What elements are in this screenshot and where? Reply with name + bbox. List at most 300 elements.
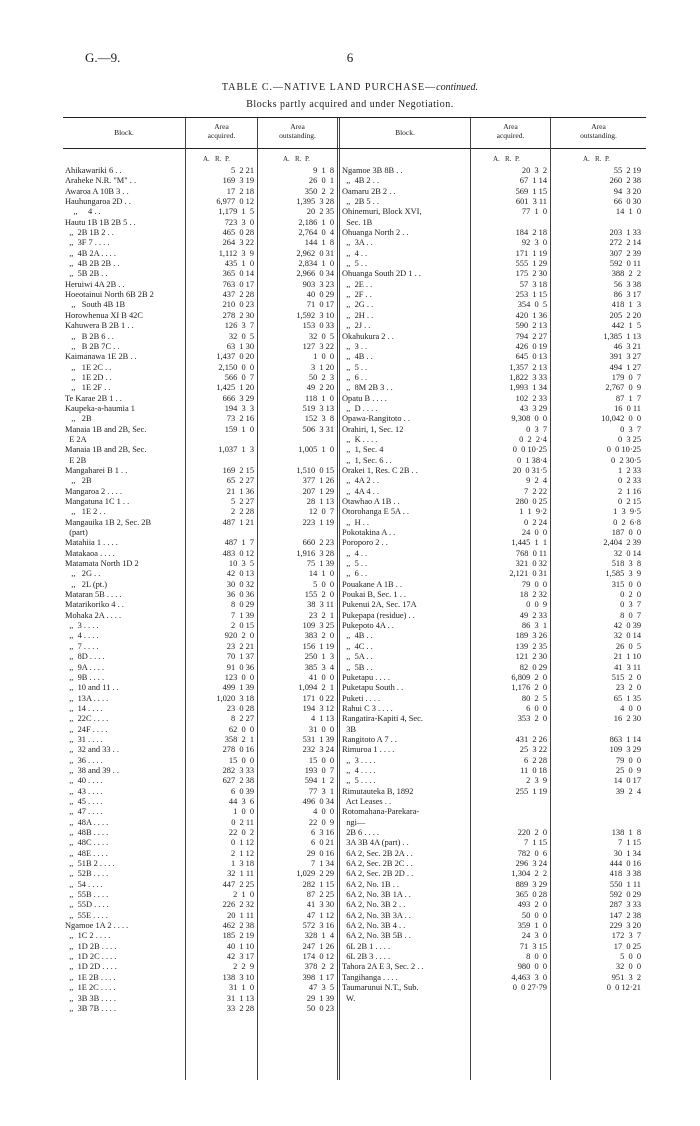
right-area-acquired-cell: 43 3 29: [519, 403, 547, 413]
left-area-acquired-cell: 31 1 13: [226, 993, 254, 1003]
right-area-outstanding-cell: 10,042 0 0: [601, 414, 641, 424]
right-area-outstanding-cell: 42 0 39: [613, 621, 641, 631]
right-block-names-cell: ,, 3 . .: [342, 341, 368, 351]
right-area-acquired-cell: 420 1 36: [515, 310, 547, 320]
right-area-outstanding-cell: 14 1 0: [615, 207, 641, 217]
left-block-names-cell: ,, 10 and 11 . .: [65, 683, 119, 693]
left-area-outstanding-cell: 4 1 13: [310, 714, 334, 724]
right-area-outstanding-cell: [551, 725, 641, 735]
left-area-acquired-cell: 278 0 16: [222, 745, 254, 755]
left-block-names: [65, 166, 185, 1014]
right-area-acquired-cell: 493 2 0: [517, 900, 547, 910]
left-block-names-cell: ,, 4 . .: [65, 207, 101, 217]
right-block-names-cell: ,, 4B . .: [342, 631, 373, 641]
right-block-names-cell: ,, 2J . .: [342, 321, 371, 331]
left-area-outstanding-cell: 223 1 19: [302, 517, 334, 527]
right-area-outstanding-cell: 56 3 38: [613, 279, 641, 289]
left-block-names-cell: E 2A: [65, 434, 87, 444]
left-area-acquired-cell: 32 0 5: [228, 331, 254, 341]
left-area-outstanding-cell: 4 0 0: [313, 807, 334, 817]
right-area-outstanding-cell: 41 3 11: [614, 662, 641, 672]
right-area-outstanding-cell: 1,385 1 13: [603, 331, 641, 341]
right-block-names-cell: ,, 8M 2B 3 . .: [342, 383, 393, 393]
left-area-outstanding-cell: 47 1 12: [306, 910, 334, 920]
left-area-acquired-cell: 1,179 1 5: [218, 207, 254, 217]
right-block-names-cell: Tahora 2A E 3, Sec. 2 . .: [342, 962, 424, 972]
right-block-names-cell: Pukepoto 4A . .: [342, 621, 394, 631]
right-area-outstanding-cell: 203 1 33: [609, 228, 641, 238]
right-area-outstanding-cell: [551, 818, 641, 828]
left-area-acquired-cell: 23 0 28: [226, 703, 254, 713]
right-area-acquired-cell: 321 0 32: [515, 559, 547, 569]
right-area-acquired-cell: 782 0 6: [517, 848, 547, 858]
left-area-acquired-cell: 2 2 28: [230, 507, 254, 517]
left-block-names-cell: ,, 1E 2B . . . .: [65, 972, 116, 982]
right-area-outstanding-cell: [551, 218, 641, 228]
right-block-names-cell: Poukai B, Sec. 1 . .: [342, 590, 406, 600]
left-area-acquired-cell: 358 2 1: [224, 734, 254, 744]
right-area-outstanding-cell: 272 2 14: [609, 238, 641, 248]
left-area-outstanding-cell: 496 0 34: [302, 796, 334, 806]
right-area-outstanding-cell: 0 2 6·8: [613, 517, 641, 527]
block-column-header: Block.: [114, 128, 134, 137]
left-area-acquired-cell: 1 3 18: [230, 859, 254, 869]
left-area-outstanding-cell: 144 1 8: [304, 238, 334, 248]
left-area-outstanding-cell: 1,005 1 0: [298, 445, 334, 455]
right-block-names-cell: 6A 2, No. 3B 1A . .: [342, 890, 411, 900]
right-area-acquired-cell: 2 3 9: [526, 776, 547, 786]
left-area-acquired-cell: 1,112 3 9: [218, 248, 254, 258]
right-area-outstanding-cell: 25 0 9: [615, 765, 641, 775]
right-block-names-cell: ,, 5B . .: [342, 662, 373, 672]
right-block-names-cell: 3B: [342, 724, 356, 734]
right-block-names-cell: Rimutauteka B, 1892: [342, 786, 414, 796]
left-block-names-cell: ,, 3B 7B . . . .: [65, 1003, 116, 1013]
left-area-acquired-cell: 17 2 18: [226, 186, 254, 196]
right-area-outstanding-cell: [551, 994, 641, 1004]
left-block-names-cell: ,, 1D 2D . . . .: [65, 962, 117, 972]
right-block-names-cell: Puketapu . . . .: [342, 672, 390, 682]
left-area-acquired-cell: 487 1 7: [224, 538, 254, 548]
right-block-names-cell: ,, 4C . .: [342, 641, 373, 651]
left-area-acquired-cell: 278 2 30: [222, 310, 254, 320]
left-area-acquired-cell: 8 0 29: [230, 600, 254, 610]
left-area-outstanding-cell: 2,962 0 31: [296, 248, 334, 258]
right-area-acquired-cell: 1,304 2 2: [511, 869, 547, 879]
left-area-acquired-cell: 73 2 16: [226, 414, 254, 424]
left-area-outstanding-cell: [258, 528, 334, 538]
right-area-outstanding-cell: 21 1 10: [613, 652, 641, 662]
left-area-acquired-cell: 627 2 38: [222, 776, 254, 786]
left-block-names-cell: ,, 1C 2 . . . .: [65, 931, 111, 941]
left-block-names-cell: ,, 13A . . . .: [65, 693, 109, 703]
right-area-outstanding-cell: 4 0 0: [620, 703, 641, 713]
left-block-names-cell: E 2B: [65, 455, 87, 465]
right-area-outstanding-cell: 30 1 34: [613, 848, 641, 858]
left-area-outstanding-cell: 1,094 2 1: [298, 683, 334, 693]
right-area-acquired: [471, 166, 547, 1004]
left-area-outstanding-cell: 5 0 0: [313, 579, 334, 589]
left-area-acquired-cell: 33 2 28: [226, 1003, 254, 1013]
right-area-acquired-cell: 645 0 13: [515, 352, 547, 362]
left-block-names-cell: ,, 2B 1B 2 . .: [65, 228, 114, 238]
right-area-acquired-cell: [471, 218, 547, 228]
right-block-names-cell: ,, 4 . .: [342, 548, 368, 558]
right-block-names-cell: Taumarunui N.T., Sub.: [342, 983, 419, 993]
left-area-outstanding-cell: 50 0 23: [306, 1003, 334, 1013]
right-area-acquired-cell: 11 0 18: [520, 765, 547, 775]
left-area-outstanding-cell: 2,834 1 0: [298, 259, 334, 269]
left-area-outstanding-cell: 282 1 15: [302, 879, 334, 889]
left-area-acquired-cell: 666 3 29: [222, 393, 254, 403]
right-area-acquired-cell: 184 2 18: [515, 228, 547, 238]
right-block-names-cell: Orakei 1, Res. C 2B . .: [342, 465, 418, 475]
left-area-outstanding-cell: 174 0 12: [302, 952, 334, 962]
left-area-outstanding-cell: 232 3 24: [302, 745, 334, 755]
left-area-outstanding-cell: 41 0 0: [308, 672, 334, 682]
right-area-outstanding-cell: 260 2 38: [609, 176, 641, 186]
right-area-acquired-cell: 555 1 29: [515, 259, 547, 269]
left-block-names-cell: (part): [65, 528, 88, 538]
right-area-outstanding-cell: 863 1 14: [609, 734, 641, 744]
left-area-outstanding-cell: 15 0 0: [308, 755, 334, 765]
left-block-names-cell: Awaroa A 10B 3 . .: [65, 186, 129, 196]
left-block-names-cell: Mataran 5B . . . .: [65, 590, 122, 600]
right-area-acquired-cell: 71 3 15: [519, 941, 547, 951]
acquired-column-header: Area acquired.: [496, 122, 525, 140]
right-area-acquired-cell: 1,445 1 1: [511, 538, 547, 548]
left-area-acquired-cell: 264 3 22: [222, 238, 254, 248]
left-block-names-cell: ,, 1E 2 . .: [65, 507, 106, 517]
right-block-names-cell: Otawhao A 1B . .: [342, 497, 400, 506]
right-block-names-cell: 6A 2, No. 3B 3A . .: [342, 910, 411, 920]
right-block-names-cell: Ngamoe 3B 8B . .: [342, 166, 403, 175]
right-area-acquired-cell: 7 1 15: [523, 838, 547, 848]
right-area-outstanding-cell: 0 0 10·25: [606, 445, 641, 455]
right-area-acquired-cell: 82 0 29: [519, 662, 547, 672]
left-area-acquired: [186, 166, 254, 1014]
left-area-acquired-cell: 0 1 12: [230, 838, 254, 848]
left-area-acquired-cell: 21 1 36: [226, 486, 254, 496]
right-area-outstanding-cell: 315 0 0: [611, 579, 641, 589]
document-code: G.—9.: [85, 50, 121, 65]
right-block-names-cell: ,, 5 . . . .: [342, 776, 376, 786]
left-block-names-cell: Ahikawariki 6 . .: [65, 166, 122, 175]
right-area-outstanding-cell: 444 0 16: [609, 859, 641, 869]
right-area-outstanding-cell: 17 0 25: [613, 941, 641, 951]
right-area-outstanding-cell: 592 0 11: [609, 259, 641, 269]
left-block-names-cell: ,, 3B 3B . . . .: [65, 993, 116, 1003]
left-area-outstanding-cell: 77 3 1: [308, 786, 334, 796]
right-block-names-cell: Rangitoto A 7 . .: [342, 734, 397, 744]
right-area-outstanding-cell: 0 3 25: [617, 434, 641, 444]
block-column-header: Block.: [395, 128, 415, 137]
left-block-names-cell: ,, B 2B 7C . .: [65, 341, 120, 351]
left-area-outstanding-cell: 903 3 23: [302, 279, 334, 289]
right-block-names-cell: ,, 6 . .: [342, 569, 368, 579]
right-area-acquired-cell: 359 1 0: [517, 921, 547, 931]
left-block-names-cell: ,, 47 . . . .: [65, 807, 103, 817]
left-area-acquired-cell: 1,020 3 18: [216, 693, 254, 703]
left-area-acquired-cell: 2 1 0: [233, 890, 254, 900]
left-area-acquired-cell: 2 1 12: [230, 848, 254, 858]
table-top-rule: [63, 117, 646, 118]
left-area-outstanding-cell: 194 3 12: [302, 703, 334, 713]
right-block-names-cell: 6L 2B 3 . . . .: [342, 952, 391, 962]
left-block-names-cell: ,, 7 . . . .: [65, 641, 99, 651]
right-area-outstanding-cell: 0 2 15: [617, 497, 641, 506]
right-area-acquired-cell: 121 2 30: [515, 652, 547, 662]
left-area-acquired-cell: 42 0 13: [226, 569, 254, 579]
left-area-outstanding-cell: 109 3 25: [302, 621, 334, 631]
left-area-outstanding-cell: 3 1 20: [310, 362, 334, 372]
right-area-acquired-cell: 431 2 26: [515, 734, 547, 744]
right-block-names-cell: ,, 6 . .: [342, 372, 368, 382]
right-area-outstanding-cell: 307 2 39: [609, 248, 641, 258]
left-block-names-cell: ,, South 4B 1B: [65, 300, 126, 310]
right-block-names-cell: Pukepapa (residue) . .: [342, 610, 415, 620]
right-area-outstanding-cell: 0 3 7: [620, 600, 641, 610]
left-area-acquired-cell: [186, 528, 254, 538]
right-block-names-cell: ,, 5A . .: [342, 652, 373, 662]
right-block-names-cell: Ohinemuri, Block XVI,: [342, 207, 422, 217]
right-block-names-cell: Puketapu South . .: [342, 683, 404, 693]
left-area-acquired-cell: 465 0 28: [222, 228, 254, 238]
left-block-names-cell: ,, 32 and 33 . .: [65, 745, 119, 755]
left-area-outstanding-cell: [258, 456, 334, 466]
right-block-names-cell: Sec. 1B: [342, 217, 373, 227]
left-area-acquired-cell: 169 3 19: [222, 176, 254, 186]
right-area-outstanding-cell: 32 0 0: [615, 962, 641, 972]
left-area-acquired-cell: 123 0 0: [224, 672, 254, 682]
right-area-outstanding-cell: 187 0 0: [611, 528, 641, 538]
left-area-acquired-cell: 70 1 37: [226, 652, 254, 662]
right-area-acquired-cell: 9 2 4: [526, 476, 547, 486]
left-area-outstanding-cell: 350 2 2: [304, 186, 334, 196]
left-block-names-cell: ,, 48C . . . .: [65, 838, 109, 848]
table-subtitle: Blocks partly acquired and under Negotiation.: [246, 99, 454, 110]
right-block-names-cell: Act Leases . .: [342, 796, 392, 806]
right-area-outstanding-cell: 515 2 0: [611, 672, 641, 682]
left-area-outstanding-cell: 29 1 39: [306, 993, 334, 1003]
left-block-names-cell: ,, B 2B 6 . .: [65, 331, 114, 341]
right-area-outstanding-cell: 518 3 8: [611, 559, 641, 569]
right-area-outstanding-cell: 388 2 2: [611, 269, 641, 279]
right-block-names-cell: Rotomahana-Parekara-: [342, 807, 420, 817]
left-block-names-cell: ,, 2B: [65, 414, 92, 424]
left-area-outstanding-cell: 71 0 17: [306, 300, 334, 310]
left-area-outstanding-cell: [258, 435, 334, 445]
left-block-names-cell: ,, 5B 2B . .: [65, 269, 108, 279]
left-block-names-cell: Kaimanawa 1E 2B . .: [65, 352, 137, 362]
left-block-names-cell: ,, 45 . . . .: [65, 796, 103, 806]
right-area-acquired-cell: 102 2 33: [515, 393, 547, 403]
left-area-outstanding-cell: 2,966 0 34: [296, 269, 334, 279]
right-area-acquired-cell: [471, 807, 547, 817]
right-area-acquired-cell: 353 2 0: [517, 714, 547, 724]
right-area-outstanding-cell: 1 3 9·5: [613, 507, 641, 517]
right-area-acquired-cell: 189 3 26: [515, 631, 547, 641]
left-area-acquired-cell: 169 2 15: [222, 465, 254, 475]
right-block-names-cell: ,, 2B 5 . .: [342, 197, 379, 207]
right-area-acquired-cell: 49 2 33: [519, 610, 547, 620]
left-area-outstanding-cell: 377 1 26: [302, 476, 334, 486]
left-block-names-cell: ,, 48A . . . .: [65, 817, 109, 827]
left-block-names-cell: ,, 55E . . . .: [65, 910, 108, 920]
right-area-acquired-cell: 20 3 2: [521, 166, 547, 175]
right-area-acquired-cell: 20 0 31·5: [512, 465, 547, 475]
left-area-acquired-cell: 920 2 0: [224, 631, 254, 641]
left-area-acquired-cell: 447 2 25: [222, 879, 254, 889]
right-block-names-cell: Tangihanga . . . .: [342, 972, 398, 982]
left-block-names-cell: Mangatuna 1C 1 . .: [65, 497, 130, 506]
left-area-outstanding-cell: 31 0 0: [308, 724, 334, 734]
right-block-names-cell: Ohuanga South 2D 1 . .: [342, 269, 421, 279]
right-area-acquired-cell: 569 1 15: [515, 186, 547, 196]
left-area-outstanding-cell: 26 0 1: [308, 176, 334, 186]
left-block-names-cell: Horowhenua XI B 42C: [65, 310, 143, 320]
right-area-acquired-cell: 980 0 0: [517, 962, 547, 972]
right-block-names-cell: ,, 2G . .: [342, 300, 374, 310]
right-block-names-cell: ,, 4 . .: [342, 248, 368, 258]
left-area-outstanding-cell: 6 3 16: [310, 828, 334, 837]
left-block-names-cell: ,, 55D . . . .: [65, 900, 109, 910]
left-block-names-cell: ,, 9B . . . .: [65, 672, 105, 682]
right-block-names-cell: 6A 2, No. 1B . .: [342, 879, 400, 889]
right-area-outstanding-cell: 1 2 33: [617, 465, 641, 475]
right-block-names-cell: 6A 2, No. 3B 5B . .: [342, 931, 411, 941]
right-area-acquired-cell: 6 0 0: [526, 703, 547, 713]
left-area-outstanding-cell: 152 3 8: [304, 414, 334, 424]
right-block-names-cell: Ohuanga North 2 . .: [342, 228, 409, 238]
left-area-acquired-cell: 1,037 1 3: [218, 445, 254, 455]
right-area-outstanding-cell: 287 3 33: [609, 900, 641, 910]
left-area-outstanding-cell: 378 2 2: [304, 962, 334, 972]
right-area-acquired-cell: 253 1 15: [515, 290, 547, 300]
right-area-outstanding-cell: 46 3 21: [613, 341, 641, 351]
left-area-outstanding-cell: 398 1 17: [302, 972, 334, 982]
left-block-names-cell: Mohaka 2A . . . .: [65, 610, 122, 620]
left-block-names-cell: ,, 9A . . . .: [65, 662, 105, 672]
left-area-outstanding-cell: 14 1 0: [308, 569, 334, 579]
right-block-names-cell: 6L 2B 1 . . . .: [342, 941, 391, 951]
right-area-outstanding-cell: 179 0 7: [611, 372, 641, 382]
left-area-outstanding-cell: 38 3 11: [307, 600, 334, 610]
right-block-names-cell: 6A 2, No. 3B 4 . .: [342, 921, 406, 931]
right-block-names-cell: ,, 4B . .: [342, 352, 373, 362]
right-area-outstanding-cell: 147 2 38: [609, 910, 641, 920]
left-area-outstanding-cell: 250 1 3: [304, 652, 334, 662]
right-area-outstanding-cell: [551, 807, 641, 817]
right-area-acquired-cell: 354 0 5: [517, 300, 547, 310]
left-area-outstanding-cell: 385 3 4: [304, 662, 334, 672]
right-area-acquired-cell: 0 2 2·4: [519, 434, 547, 444]
right-area-acquired-cell: 794 2 27: [515, 331, 547, 341]
right-block-names-cell: ,, 4 . . . .: [342, 765, 376, 775]
left-area-outstanding-cell: 127 3 22: [302, 341, 334, 351]
left-block-names-cell: Manaia 1B and 2B, Sec.: [65, 424, 147, 434]
right-area-acquired-cell: 1,822 3 33: [509, 372, 547, 382]
left-area-acquired-cell: 8 2 27: [230, 714, 254, 724]
left-area-outstanding-cell: 6 0 21: [310, 838, 334, 848]
left-block-names-cell: ,, 1E 2C . .: [65, 362, 112, 372]
left-area-outstanding-cell: 2,186 1 0: [298, 217, 334, 227]
right-area-acquired-cell: 590 2 13: [515, 321, 547, 331]
right-block-names-cell: Rimuroa 1 . . . .: [342, 745, 395, 755]
outstanding-column-header: Area outstanding.: [279, 122, 316, 140]
left-block-names-cell: ,, 51B 2 . . . .: [65, 859, 115, 869]
left-block-names-cell: ,, 14 . . . .: [65, 703, 103, 713]
left-area-acquired-cell: 499 1 39: [222, 683, 254, 693]
left-area-outstanding-cell: 1,510 0 15: [296, 465, 334, 475]
right-block-names-cell: ngi—: [342, 817, 366, 827]
left-area-outstanding-cell: 87 2 25: [306, 890, 334, 900]
left-area-acquired-cell: 365 0 14: [222, 269, 254, 279]
left-area-outstanding-cell: 328 1 4: [304, 931, 334, 941]
left-area-outstanding-cell: 1,029 2 29: [296, 869, 334, 879]
right-area-acquired-cell: 0 1 38·4: [516, 455, 547, 465]
left-area-outstanding-cell: 22 0 9: [308, 817, 334, 827]
left-block-names-cell: ,, 40 . . . .: [65, 776, 103, 786]
left-area-acquired-cell: 23 2 21: [226, 641, 254, 651]
right-area-acquired-cell: 8 0 0: [526, 952, 547, 962]
left-area-outstanding-cell: 41 3 30: [306, 900, 334, 910]
left-area-outstanding-cell: 2,764 0 4: [298, 228, 334, 238]
left-area-acquired-cell: [186, 435, 254, 445]
right-area-outstanding-cell: [551, 797, 641, 807]
left-area-outstanding-cell: 49 2 20: [306, 383, 334, 393]
right-area-acquired-cell: 6 2 28: [523, 755, 547, 765]
left-area-outstanding-cell: 531 1 39: [302, 734, 334, 744]
left-area-acquired-cell: 483 0 12: [222, 548, 254, 558]
right-block-names-cell: ,, 3 . . . .: [342, 755, 376, 765]
left-area-outstanding-cell: 40 0 29: [306, 290, 334, 300]
left-block-names-cell: ,, 2B: [65, 476, 92, 486]
right-block-names-cell: 2B 6 . . . .: [342, 828, 379, 837]
left-block-names-cell: ,, 8D . . . .: [65, 652, 105, 662]
right-area-acquired-cell: 426 0 19: [515, 341, 547, 351]
right-block-names-cell: Poroporo 2 . .: [342, 538, 388, 548]
left-area-outstanding-cell: 23 2 1: [308, 610, 334, 620]
right-area-outstanding-cell: 550 1 11: [609, 879, 641, 889]
right-area-acquired-cell: [471, 818, 547, 828]
left-area-outstanding-cell: 519 3 13: [302, 403, 334, 413]
left-area-acquired-cell: 282 3 33: [222, 765, 254, 775]
left-block-names-cell: ,, 54 . . . .: [65, 879, 103, 889]
right-block-names-cell: Okahukura 2 . .: [342, 331, 394, 341]
left-area-acquired-cell: 6,977 0 12: [216, 197, 254, 207]
left-block-names-cell: Matakaoa . . . .: [65, 548, 115, 558]
right-area-outstanding-cell: 109 3 29: [609, 745, 641, 755]
right-area-acquired-cell: 1,993 1 34: [509, 383, 547, 393]
right-area-outstanding-cell: 87 1 7: [615, 393, 641, 403]
left-area-outstanding-cell: 118 1 0: [304, 393, 334, 403]
left-area-acquired-cell: 15 0 0: [228, 755, 254, 765]
right-area-acquired-cell: 171 1 19: [515, 248, 547, 258]
left-block-names-cell: Manaia 1B and 2B, Sec.: [65, 445, 147, 455]
table-title: TABLE C.—NATIVE LAND PURCHASE—continued.: [221, 82, 479, 93]
right-block-names-cell: ,, K . . . .: [342, 434, 378, 444]
right-area-outstanding-cell: 418 1 3: [611, 300, 641, 310]
left-area-acquired-cell: 126 3 7: [224, 321, 254, 331]
left-area-acquired-cell: 2,150 0 0: [218, 362, 254, 372]
left-area-outstanding-cell: 1,592 3 10: [296, 310, 334, 320]
right-block-names-cell: Rahui C 3 . . . .: [342, 703, 393, 713]
left-area-acquired-cell: 32 1 11: [227, 869, 254, 879]
left-area-outstanding-cell: 193 0 7: [304, 765, 334, 775]
left-block-names-cell: ,, 43 . . . .: [65, 786, 103, 796]
right-block-names-cell: Opawa-Rangitoto . .: [342, 414, 410, 424]
